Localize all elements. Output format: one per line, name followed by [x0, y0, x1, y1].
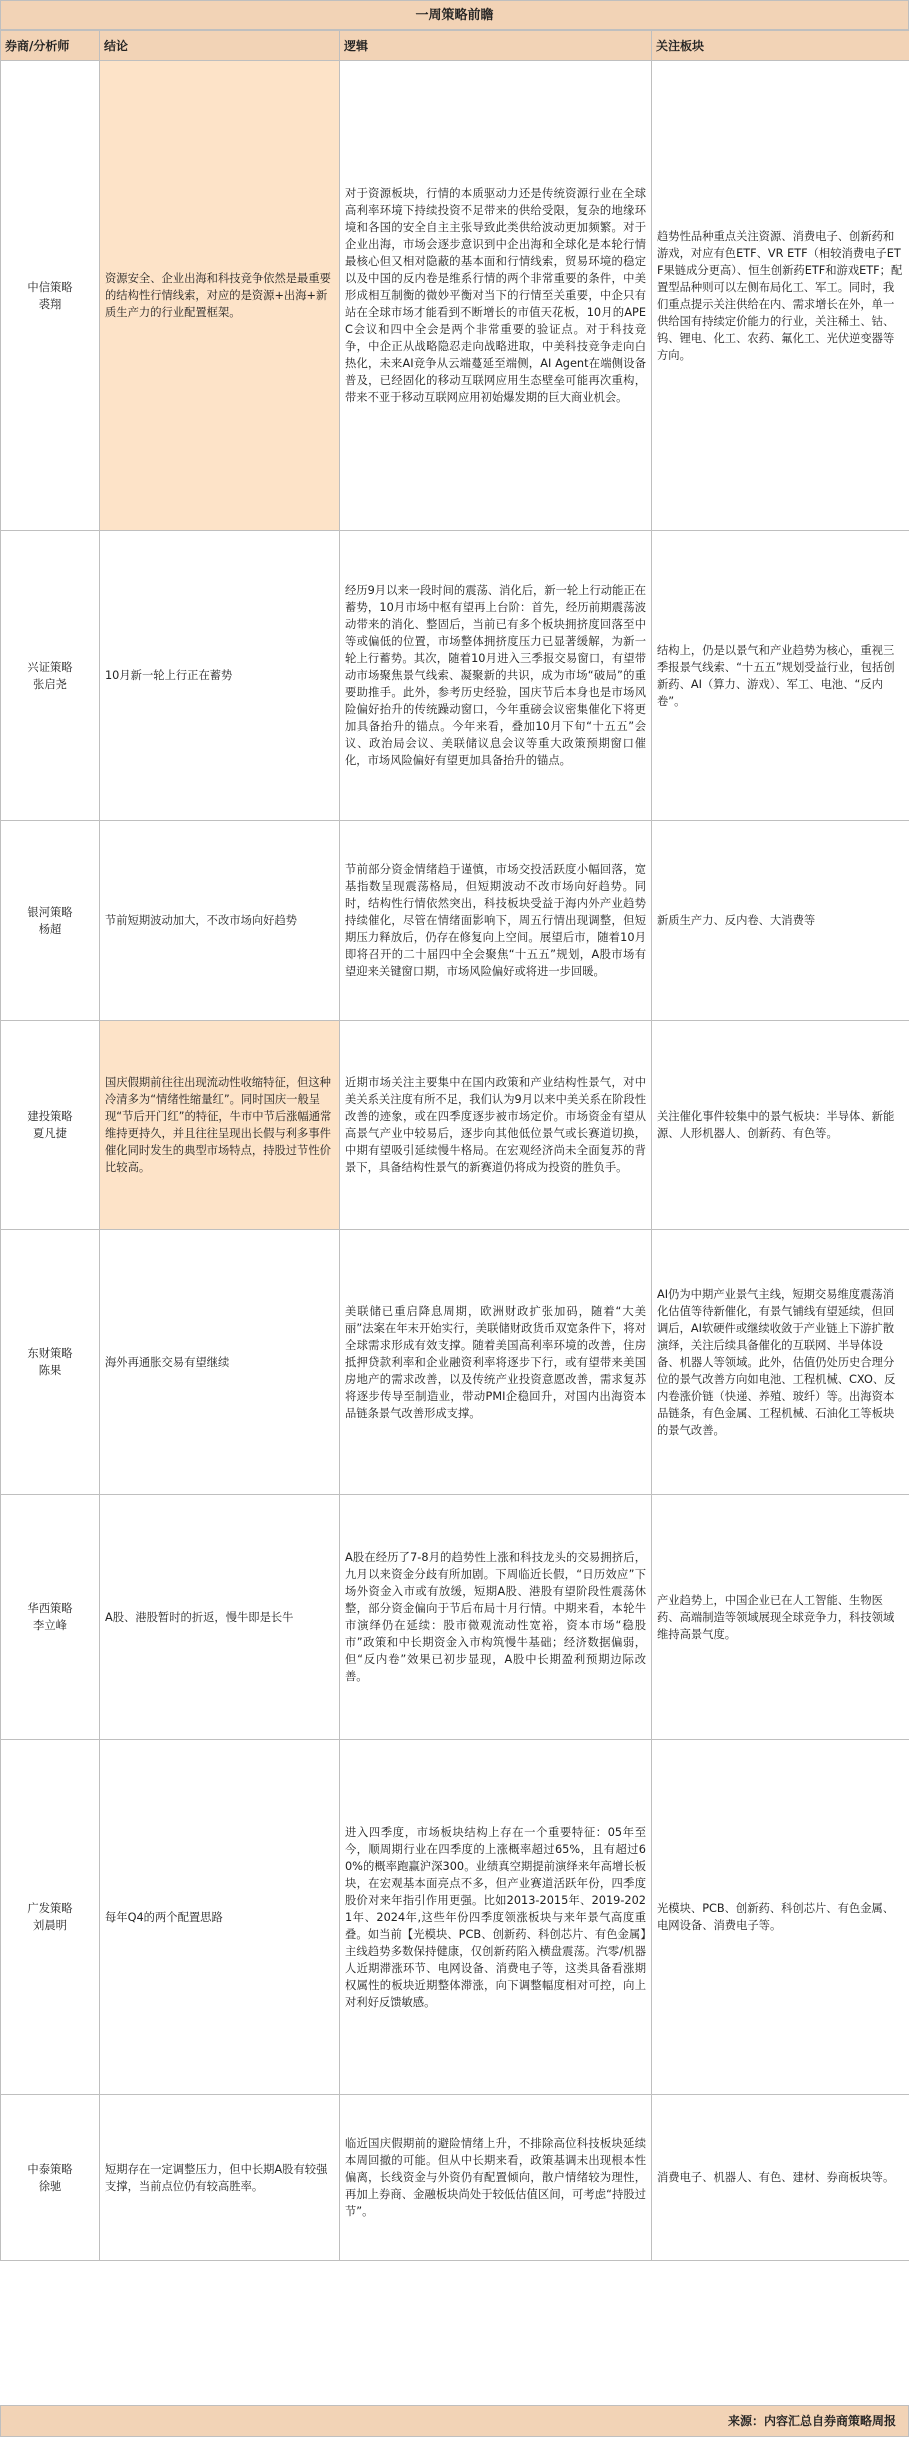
table-row	[1, 1495, 909, 1740]
focus-cell: AI仍为中期产业景气主线，短期交易维度震荡消化估值等待新催化，有景气铺线有望延续，但回调后，AI软硬件或继续收敛于产业链上下游扩散演绎，关注后续具备催化的互联网、半导体设备、机器人等领域。此外，估值仍处历史合理分位的景气改善方向如电池、工程机械、CXO、反内卷涨价链（快递、养殖、玻纤）等。出海资本品链条，有色金属、工程机械、石油化工等板块的景气改善。	[652, 1230, 909, 1495]
conclusion-cell: A股、港股暂时的折返，慢牛即是长牛	[100, 1495, 340, 1740]
table-row	[1, 2095, 909, 2261]
focus-cell: 结构上，仍是以景气和产业趋势为核心，重视三季报景气线索、“十五五”规划受益行业，包括创新药、AI（算力、游戏）、军工、电池、“反内卷”。	[652, 531, 909, 821]
broker-cell	[1, 531, 100, 821]
conclusion-cell: 每年Q4的两个配置思路	[100, 1740, 340, 2095]
focus-cell: 光模块、PCB、创新药、科创芯片、有色金属、电网设备、消费电子等。	[652, 1740, 909, 2095]
broker-cell	[1, 1230, 100, 1495]
broker-name: 兴证策略	[27, 660, 73, 674]
conclusion-cell: 资源安全、企业出海和科技竞争依然是最重要的结构性行情线索，对应的是资源+出海+新质生产力的行业配置框架。	[100, 61, 340, 531]
conclusion-cell: 海外再通胀交易有望继续	[100, 1230, 340, 1495]
broker-name: 建投策略	[27, 1110, 73, 1123]
header-conclusion: 结论	[100, 31, 340, 61]
sheet-title: 一周策略前瞻	[0, 0, 909, 30]
analyst-name: 杨超	[38, 922, 62, 936]
source-footer: 来源：内容汇总自券商策略周报	[0, 2405, 909, 2437]
logic-cell: 美联储已重启降息周期，欧洲财政扩张加码，随着“大美丽”法案在年末开始实行，美联储财政货币双宽条件下，将对全球需求形成有效支撑。随着美国高利率环境的改善，住房抵押贷款利率和企业融资利率将逐步下行，或有望带来美国房地产的需求改善，以及传统产业投资意愿改善，需求复苏将逐步传导至制造业，带动PMI企稳回升，对国内出海资本品链条景气改善形成支撑。	[340, 1230, 652, 1495]
analyst-name: 徐驰	[38, 2179, 62, 2193]
table-row	[1, 61, 909, 531]
broker-name: 广发策略	[27, 1902, 73, 1915]
header-row	[1, 31, 909, 61]
broker-name: 中信策略	[27, 280, 73, 294]
analyst-name: 李立峰	[33, 1619, 67, 1632]
header-logic: 逻辑	[340, 31, 652, 61]
header-broker: 券商/分析师	[1, 31, 100, 61]
table-row	[1, 1021, 909, 1230]
analyst-name: 陈果	[38, 1364, 62, 1377]
focus-cell: 消费电子、机器人、有色、建材、券商板块等。	[652, 2095, 909, 2261]
focus-cell: 新质生产力、反内卷、大消费等	[652, 821, 909, 1021]
table-row	[1, 531, 909, 821]
table-row	[1, 1230, 909, 1495]
focus-cell: 关注催化事件较集中的景气板块：半导体、新能源、人形机器人、创新药、有色等。	[652, 1021, 909, 1230]
logic-cell: 对于资源板块，行情的本质驱动力还是传统资源行业在全球高利率环境下持续投资不足带来的供给受限，复杂的地缘环境和各国的安全自主主张导致此类供给波动更加频繁。对于企业出海，市场会逐步意识到中企出海和全球化是本轮行情最核心但又相对隐蔽的基本面和行情线索，贸易环境的稳定以及中国的反内卷是维系行情的两个非常重要的条件，中美形成相互制衡的微妙平衡对当下的行情至关重要，中企只有站在全球市场才能看到不断增长的市值天花板，10月的APEC会议和四中全会是两个非常重要的验证点。对于科技竞争，中企正从战略隐忍走向战略进取，中美科技竞争走向白热化，未来AI竞争从云端蔓延至端侧，AI Agent在端侧设备普及，已经固化的移动互联网应用生态壁垒可能再次重构，带来不亚于移动互联网应用初始爆发期的巨大商业机会。	[340, 61, 652, 531]
logic-cell: 经历9月以来一段时间的震荡、消化后，新一轮上行动能正在蓄势，10月市场中枢有望再上台阶：首先，经历前期震荡波动带来的消化、整固后，当前已有多个板块拥挤度回落至中等或偏低的位置，市场整体拥挤度压力已显著缓解，为新一轮上行蓄势。其次，随着10月进入三季报交易窗口，有望带动市场聚焦景气线索、凝聚新的共识，成为市场“破局”的重要助推手。此外，参考历史经验，国庆节后本身也是市场风险偏好抬升的传统躁动窗口，今年重磅会议密集催化下将更加具备抬升的锚点。今年来看，叠加10月下旬“十五五”会议、政治局会议、美联储议息会议等重大政策预期窗口催化，市场风险偏好有望更加具备抬升的锚点。	[340, 531, 652, 821]
logic-cell: 进入四季度，市场板块结构上存在一个重要特征：05年至今，顺周期行业在四季度的上涨概率超过65%，且有超过60%的概率跑赢沪深300。业绩真空期提前演绎来年高增长板块，在宏观基本面亮点不多，但产业赛道活跃年份，四季度股价对来年指引作用更强。比如2013-2015年、2019-2021年、2024年,这些年份四季度领涨板块与来年景气高度重叠。如当前【光模块、PCB、创新药、科创芯片、有色金属】主线趋势多数保持健康，仅创新药陷入横盘震荡。汽零/机器人近期滞涨环节、电网设备、消费电子等，这类具备看涨期权属性的板块近期整体滞涨，向下调整幅度相对可控，向上对利好反馈敏感。	[340, 1740, 652, 2095]
broker-name: 中泰策略	[27, 2162, 73, 2176]
broker-cell	[1, 2095, 100, 2261]
logic-cell: 近期市场关注主要集中在国内政策和产业结构性景气，对中美关系关注度有所不足，我们认为9月以来中美关系在阶段性改善的迹象，或在四季度逐步被市场定价。市场资金有望从高景气产业中较易后，逐步向其他低位景气或长赛道切换，中期有望吸引延续慢牛格局。在宏观经济尚未全面复苏的背景下，具备结构性景气的新赛道仍将成为投资的胜负手。	[340, 1021, 652, 1230]
analyst-name: 裘翔	[38, 297, 62, 311]
broker-cell	[1, 821, 100, 1021]
analyst-name: 夏凡捷	[33, 1127, 67, 1140]
logic-cell: 节前部分资金情绪趋于谨慎，市场交投活跃度小幅回落，宽基指数呈现震荡格局，但短期波动不改市场向好趋势。同时，结构性行情依然突出，科技板块受益于海内外产业趋势持续催化，尽管在情绪面影响下，周五行情出现调整，但短期压力释放后，仍存在修复向上空间。展望后市，随着10月即将召开的二十届四中全会聚焦“十五五”规划，A股市场有望迎来关键窗口期，市场风险偏好或将进一步回暖。	[340, 821, 652, 1021]
broker-cell	[1, 1740, 100, 2095]
broker-name: 银河策略	[27, 905, 73, 919]
conclusion-cell: 短期存在一定调整压力，但中长期A股有较强支撑，当前点位仍有较高胜率。	[100, 2095, 340, 2261]
analyst-name: 张启尧	[33, 677, 67, 691]
table-row	[1, 821, 909, 1021]
conclusion-cell: 国庆假期前往往出现流动性收缩特征，但这种冷清多为“情绪性缩量红”。同时国庆一般呈现“节后开门红”的特征，牛市中节后涨幅通常维持更持久，并且往往呈现出长假与利多事件催化同时发生的典型市场特点，持股过节性价比较高。	[100, 1021, 340, 1230]
logic-cell: A股在经历了7-8月的趋势性上涨和科技龙头的交易拥挤后，九月以来资金分歧有所加剧。下周临近长假，“日历效应”下场外资金入市或有放缓，短期A股、港股有望阶段性震荡休整，部分资金偏向于节后布局十月行情。中期来看，本轮牛市演绎仍在延续：股市微观流动性宽裕，资本市场“稳股市”政策和中长期资金入市构筑慢牛基础；经济数据偏弱，但“反内卷”效果已初步显现，A股中长期盈利预期边际改善。	[340, 1495, 652, 1740]
focus-cell: 趋势性品种重点关注资源、消费电子、创新药和游戏，对应有色ETF、VR ETF（相较消费电子ETF果链成分更高）、恒生创新药ETF和游戏ETF；配置型品种则可以左侧布局化工、军工。同时，我们重点提示关注供给在内、需求增长在外，单一供给国有持续定价能力的行业，关注稀土、钴、钨、锂电、化工、农药、氟化工、光伏逆变器等方向。	[652, 61, 909, 531]
broker-name: 东财策略	[27, 1347, 73, 1360]
strategy-table	[0, 30, 909, 2261]
conclusion-cell: 节前短期波动加大，不改市场向好趋势	[100, 821, 340, 1021]
focus-cell: 产业趋势上，中国企业已在人工智能、生物医药、高端制造等领域展现全球竞争力，科技领域维持高景气度。	[652, 1495, 909, 1740]
header-focus: 关注板块	[652, 31, 909, 61]
broker-cell	[1, 61, 100, 531]
analyst-name: 刘晨明	[33, 1919, 67, 1932]
broker-cell	[1, 1021, 100, 1230]
broker-name: 华西策略	[27, 1602, 73, 1615]
conclusion-cell: 10月新一轮上行正在蓄势	[100, 531, 340, 821]
logic-cell: 临近国庆假期前的避险情绪上升，不排除高位科技板块延续本周回撤的可能。但从中长期来看，政策基调未出现根本性偏离，长线资金与外资仍有配置倾向，散户情绪较为理性，再加上券商、金融板块尚处于较低估值区间，可考虑“持股过节”。	[340, 2095, 652, 2261]
broker-cell	[1, 1495, 100, 1740]
table-row	[1, 1740, 909, 2095]
